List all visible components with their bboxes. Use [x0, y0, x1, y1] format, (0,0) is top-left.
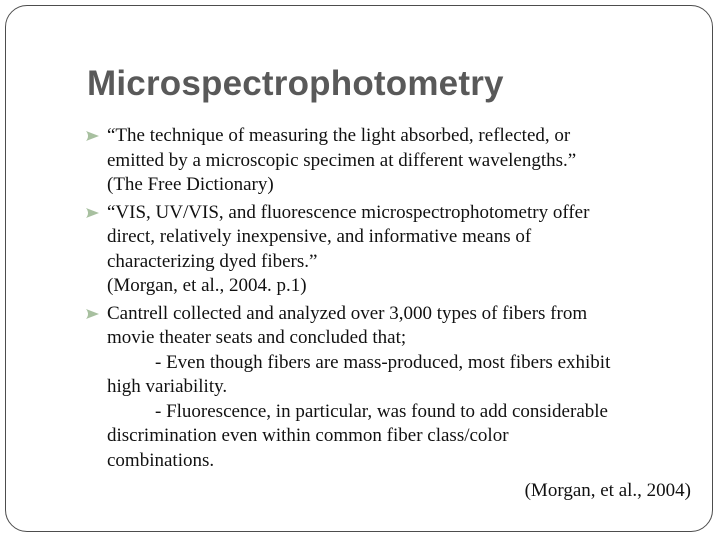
arrow-bullet-icon	[85, 308, 100, 320]
subpoint-line: discrimination even within common fiber class/color	[107, 425, 509, 446]
bullet-line: “VIS, UV/VIS, and fluorescence microspectrophotometry offer	[107, 201, 590, 223]
slide-body	[85, 124, 695, 507]
bullet-line: (The Free Dictionary)	[107, 174, 274, 195]
bullet-line: movie theater seats and concluded that;	[107, 327, 407, 348]
bullet-item-vis-uv	[85, 201, 695, 299]
arrow-bullet-icon	[85, 207, 100, 219]
subpoint-line: high variability.	[107, 376, 228, 397]
citation: (Morgan, et al., 2004)	[524, 480, 691, 501]
bullet-line: emitted by a microscopic specimen at different wavelengths.”	[107, 149, 577, 171]
bullet-line: direct, relatively inexpensive, and informative means of	[107, 226, 532, 247]
bullet-line: “The technique of measuring the light absorbed, reflected, or	[107, 125, 571, 146]
bullet-item-cantrell	[85, 302, 695, 504]
subpoint-line: combinations.	[107, 449, 215, 471]
bullet-item-definition	[85, 124, 695, 198]
bullet-line: (Morgan, et al., 2004. p.1)	[107, 275, 307, 296]
subpoint-line: - Fluorescence, in particular, was found to add considerable	[155, 400, 608, 422]
bullet-line: characterizing dyed fibers.”	[107, 250, 318, 272]
arrow-bullet-icon	[85, 130, 100, 142]
slide-title: Microspectrophotometry	[87, 64, 504, 103]
subpoint-line: - Even though fibers are mass-produced, most fibers exhibit	[155, 351, 611, 373]
bullet-line: Cantrell collected and analyzed over 3,000 types of fibers from	[107, 302, 588, 324]
slide-frame	[5, 5, 713, 532]
